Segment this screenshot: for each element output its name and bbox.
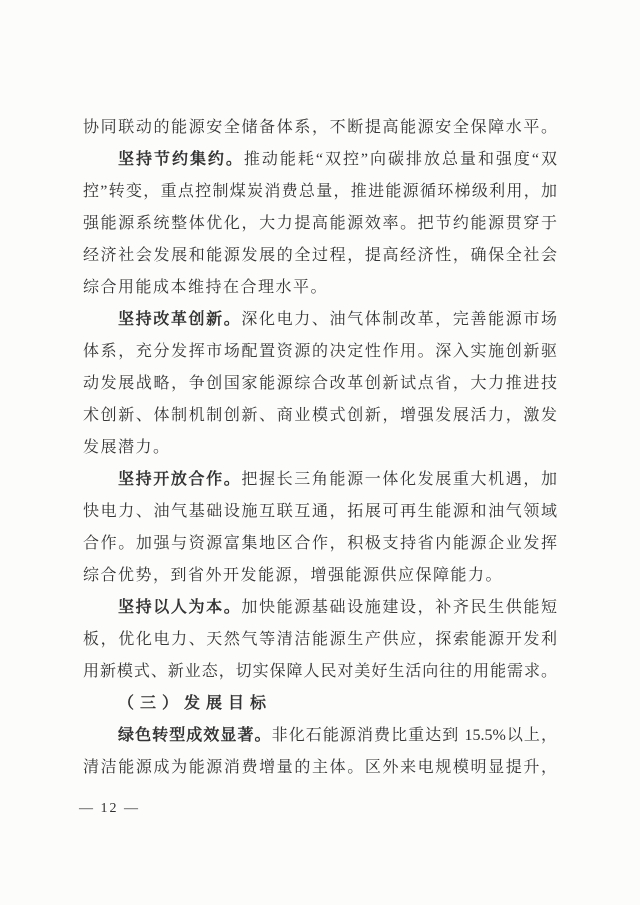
body-text: 术创新、体制机制创新、商业模式创新，增强发展活力，激发 [83,407,557,424]
paragraph [83,720,557,784]
body-text: 深化电力、油气体制改革，完善能源市场 [241,311,557,328]
body-text: 动发展战略，争创国家能源综合改革创新试点省，大力推进技 [83,375,557,392]
text-line [83,272,557,304]
paragraph [83,464,557,592]
text-line [83,208,557,240]
emphasis-text: 坚持节约集约。 [118,151,244,168]
body-text: 板，优化电力、天然气等清洁能源生产供应，探索能源开发利 [83,631,557,648]
text-line [83,720,557,752]
text-line [83,592,557,624]
emphasis-text: 坚持以人为本。 [118,599,242,616]
paragraph [83,688,557,720]
body-text: 非化石能源消费比重达到 15.5%以上， [271,727,557,744]
paragraph [83,112,557,144]
body-text: 体系，充分发挥市场配置资源的决定性作用。深入实施创新驱 [83,343,557,360]
text-line [83,656,557,688]
text-line [83,368,557,400]
document-body [83,112,557,784]
emphasis-text: （三）发展目标 [118,695,273,712]
text-line [83,336,557,368]
text-line [83,240,557,272]
paragraph [83,304,557,464]
section-heading [83,688,557,720]
body-text: 快电力、油气基础设施互联互通，拓展可再生能源和油气领域 [83,503,557,520]
body-text: 加快能源基础设施建设，补齐民生供能短 [241,599,557,616]
text-line [83,112,557,144]
body-text: 控”转变，重点控制煤炭消费总量，推进能源循环梯级利用，加 [83,183,557,200]
body-text: 强能源系统整体优化，大力提高能源效率。把节约能源贯穿于 [83,215,557,232]
text-line [83,624,557,656]
body-text: 综合优势，到省外开发能源，增强能源供应保障能力。 [83,567,504,584]
text-line [83,496,557,528]
text-line [83,176,557,208]
emphasis-text: 坚持开放合作。 [118,471,242,488]
page-number: — 12 — [79,801,140,816]
text-line [83,464,557,496]
body-text: 经济社会发展和能源发展的全过程，提高经济性，确保全社会 [83,247,557,264]
text-line [83,432,557,464]
text-line [83,144,557,176]
body-text: 发展潜力。 [83,439,171,456]
body-text: 合作。加强与资源富集地区合作，积极支持省内能源企业发挥 [83,535,557,552]
body-text: 综合用能成本维持在合理水平。 [83,279,329,296]
text-line [83,560,557,592]
emphasis-text: 绿色转型成效显著。 [118,727,272,744]
emphasis-text: 坚持改革创新。 [118,311,242,328]
body-text: 用新模式、新业态，切实保障人民对美好生活向往的用能需求。 [83,663,557,680]
text-line [83,400,557,432]
body-text: 协同联动的能源安全储备体系，不断提高能源安全保障水平。 [83,119,557,136]
body-text: 推动能耗“双控”向碳排放总量和强度“双 [243,151,557,168]
body-text: 把握长三角能源一体化发展重大机遇，加 [241,471,557,488]
paragraph [83,592,557,688]
text-line [83,304,557,336]
paragraph [83,144,557,304]
text-line [83,752,557,784]
text-line [83,528,557,560]
body-text: 清洁能源成为能源消费增量的主体。区外来电规模明显提升， [83,759,557,776]
